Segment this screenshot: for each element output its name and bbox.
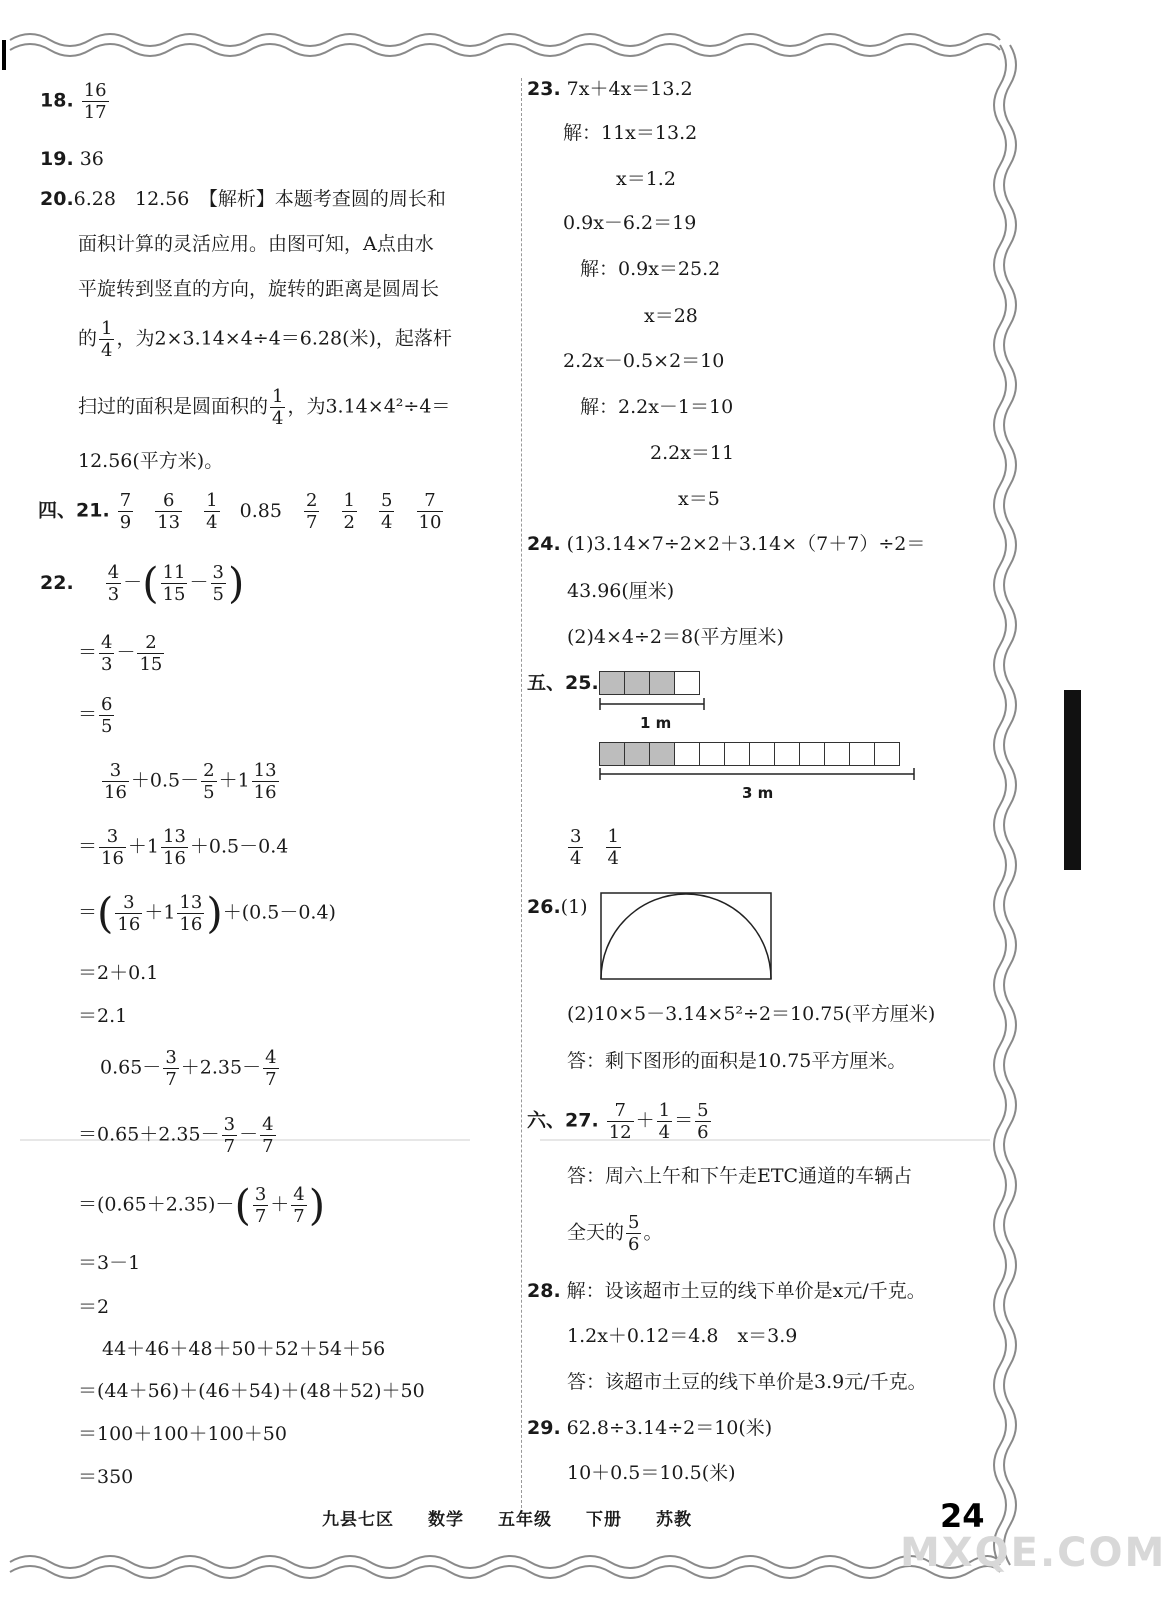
page-number: 24 (940, 1497, 985, 1535)
bar-cell (824, 742, 850, 766)
bar1-label: 1 m (640, 714, 672, 732)
q21: 四、21. $\frac{7}{9}$ $\frac{6}{13}$ $\frac{1}{4}$ 0.85 $\frac{2}{7}$ $\frac{1}{2}$ $\frac{5}{4}$ $\frac{7}{10}$ (38, 490, 442, 533)
bar-cell (699, 742, 725, 766)
bar-cell (599, 671, 625, 695)
bar-cell (624, 742, 650, 766)
column-divider (521, 78, 522, 1518)
bar-cell (774, 742, 800, 766)
watermark: MXQE.COM (900, 1530, 1166, 1576)
semicircle-in-rectangle-figure (600, 892, 772, 982)
bar1-dimension-line (598, 698, 708, 712)
q18-fraction: $\frac{16}{17}$ (83, 80, 107, 123)
bar-cell (624, 671, 650, 695)
bar-cell (749, 742, 775, 766)
bar2-label: 3 m (742, 784, 774, 802)
q19: 19. 36 (40, 148, 104, 170)
bar-cell (724, 742, 750, 766)
bar-cell (649, 742, 675, 766)
bar2-dimension-line (598, 768, 918, 782)
bar-1m (600, 671, 700, 695)
q18: 18. $\frac{16}{17}$ (40, 80, 107, 123)
bar-cell (599, 742, 625, 766)
bar-cell (674, 742, 700, 766)
bar-cell (674, 671, 700, 695)
answer-page: 18. $\frac{16}{17}$ 19. 36 20.6.28 12.56 【解析】本题考查圆的周长和 面积计算的灵活应用。由图可知，A点由水 平旋转到竖直的方向，旋转的距离是圆周长 的 $\frac{1}{4}$ ，为2×3.14×4÷4＝6.28(米)，起落杆 扫过的面积是圆面积的 $\frac{1}{4}$ ，为3.14×4²÷4＝ 12.56(平方米)。 四、21. $\frac{7}{9}$ $\frac{6}{13}$ $\frac{1}{4}$ 0.85 $\frac{2}{7}$ $\frac{1}{2}$ $\frac{5}{4}$ $\frac{7}{10}$ 22. $\frac{4}{3}$ －( $\frac{11}{15}$ － $\frac{3}{5}$ ) ＝ $\frac{4}{3}$ － $\frac{2}{15}$ ＝ $\frac{6}{5}$ $\frac{3}{16}$ ＋0.5－ $\frac{2}{5}$ ＋1 $\frac{13}{16}$ ＝ $\frac{3}{16}$ ＋1 $\frac{13}{16}$ ＋0.5－0.4 ＝( $\frac{3}{16}$ ＋1 $\frac{13}{16}$ )＋(0.5－0.4) ＝2＋0.1 ＝2.1 0.65－ $\frac{3}{7}$ ＋2.35－ $\frac{4}{7}$ ＝0.65＋2.35－ $\frac{3}{7}$ － $\frac{4}{7}$ ＝(0.65＋2.35)－( $\frac{3}{7}$ ＋ $\frac{4}{7}$ ) ＝3－1 ＝2 44＋46＋48＋50＋52＋54＋56 ＝(44＋56)＋(46＋54)＋(48＋52)＋50 ＝100＋100＋100＋50 ＝350 23. 7x＋4x＝13.2 解：11x＝13.2 x＝1.2 0.9x－6.2＝19 解：0.9x＝25.2 x＝28 2.2x－0.5×2＝10 解：2.2x－1＝10 2.2x＝11 x＝5 24. (1)3.14×7÷2×2＋3.14×（7＋7）÷2＝ 43.96(厘米) (2)4×4÷2＝8(平方厘米) 五、25. 1 m 3 m $\frac{3}{4}$ $\frac{1}{4}$ 26.(1) (2)10×5－3.14×5²÷2＝10.75(平方厘米) 答：剩下图形的面积是10.75平方厘米。 六、27. $\frac{7}{12}$ ＋ $\frac{1}{4}$ ＝ $\frac{5}{6}$ 答：周六上午和下午走ETC通道的车辆占 全天的 $\frac{5}{6}$ 。 28. 解：设该超市土豆的线下单价是x元/千克。 1.2x＋0.12＝4.8 x＝3.9 答：该超市土豆的线下单价是3.9元/千克。 29. 62.8÷3.14÷2＝10(米) 10＋0.5＝10.5(米) 九县七区 数学 五年级 下册 苏教 24 MXQE.COM (0, 0, 1081, 1600)
bar-cell (849, 742, 875, 766)
page-footer: 九县七区 数学 五年级 下册 苏教 (322, 1510, 692, 1530)
bar-cell (649, 671, 675, 695)
bar-cell (799, 742, 825, 766)
bar-cell (874, 742, 900, 766)
bar-3m (600, 742, 900, 766)
page-edge-mark (1064, 690, 1081, 870)
